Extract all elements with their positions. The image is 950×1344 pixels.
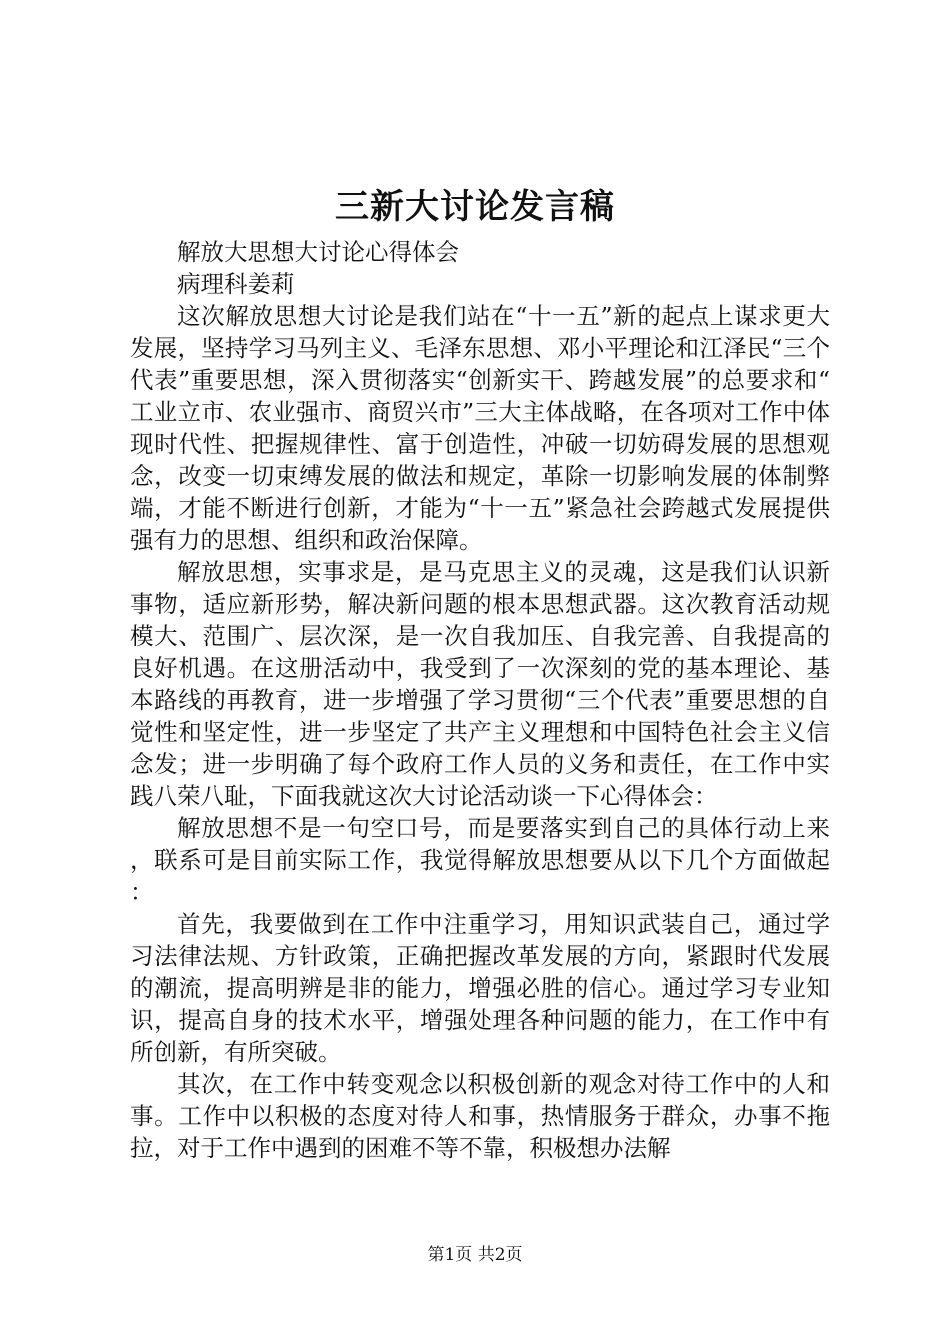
page-number-footer: 第1页 共2页 [427, 1245, 523, 1265]
body-paragraph: 首先，我要做到在工作中注重学习，用知识武装自己，通过学习法律法规、方针政策，正确把握改革发展的方向，紧跟时代发展的潮流，提高明辨是非的能力，增强必胜的信心。通过学习专业知识，提高自身的技术水平，增强处理各种问题的能力，在工作中有所创新，有所突破。 [130, 910, 830, 1066]
body-paragraph: 其次，在工作中转变观念以积极创新的观念对待工作中的人和事。工作中以积极的态度对待人和事，热情服务于群众，办事不拖拉，对于工作中遇到的困难不等不靠，积极想办法解 [130, 1070, 830, 1162]
body-paragraph: 这次解放思想大讨论是我们站在“十一五”新的起点上谋求更大发展，坚持学习马列主义、毛泽东思想、邓小平理论和江泽民“三个代表”重要思想，深入贯彻落实“创新实干、跨越发展”的总要求和“工业立市、农业强市、商贸兴市”三大主体战略，在各项对工作中体现时代性、把握规律性、富于创造性，冲破一切妨碍发展的思想观念，改变一切束缚发展的做法和规定，革除一切影响发展的体制弊端，才能不断进行创新，才能为“十一五”紧急社会跨越式发展提供强有力的思想、组织和政治保障。 [130, 302, 830, 554]
author-line: 病理科姜莉 [177, 270, 295, 298]
document-title: 三新大讨论发言稿 [335, 187, 615, 227]
body-paragraph: 解放思想，实事求是，是马克思主义的灵魂，这是我们认识新事物，适应新形势，解决新问题的根本思想武器。这次教育活动规模大、范围广、层次深，是一次自我加压、自我完善、自我提高的良好机遇。在这册活动中，我受到了一次深刻的党的基本理论、基本路线的再教育，进一步增强了学习贯彻“三个代表”重要思想的自觉性和坚定性，进一步坚定了共产主义理想和中国特色社会主义信念发；进一步明确了每个政府工作人员的义务和责任，在工作中实践八荣八耻，下面我就这次大讨论活动谈一下心得体会： [130, 558, 830, 810]
subtitle-line: 解放大思想大讨论心得体会 [177, 238, 459, 266]
body-paragraph: 解放思想不是一句空口号，而是要落实到自己的具体行动上来，联系可是目前实际工作，我觉得解放思想要从以下几个方面做起： [130, 814, 830, 906]
document-body [130, 236, 830, 1164]
